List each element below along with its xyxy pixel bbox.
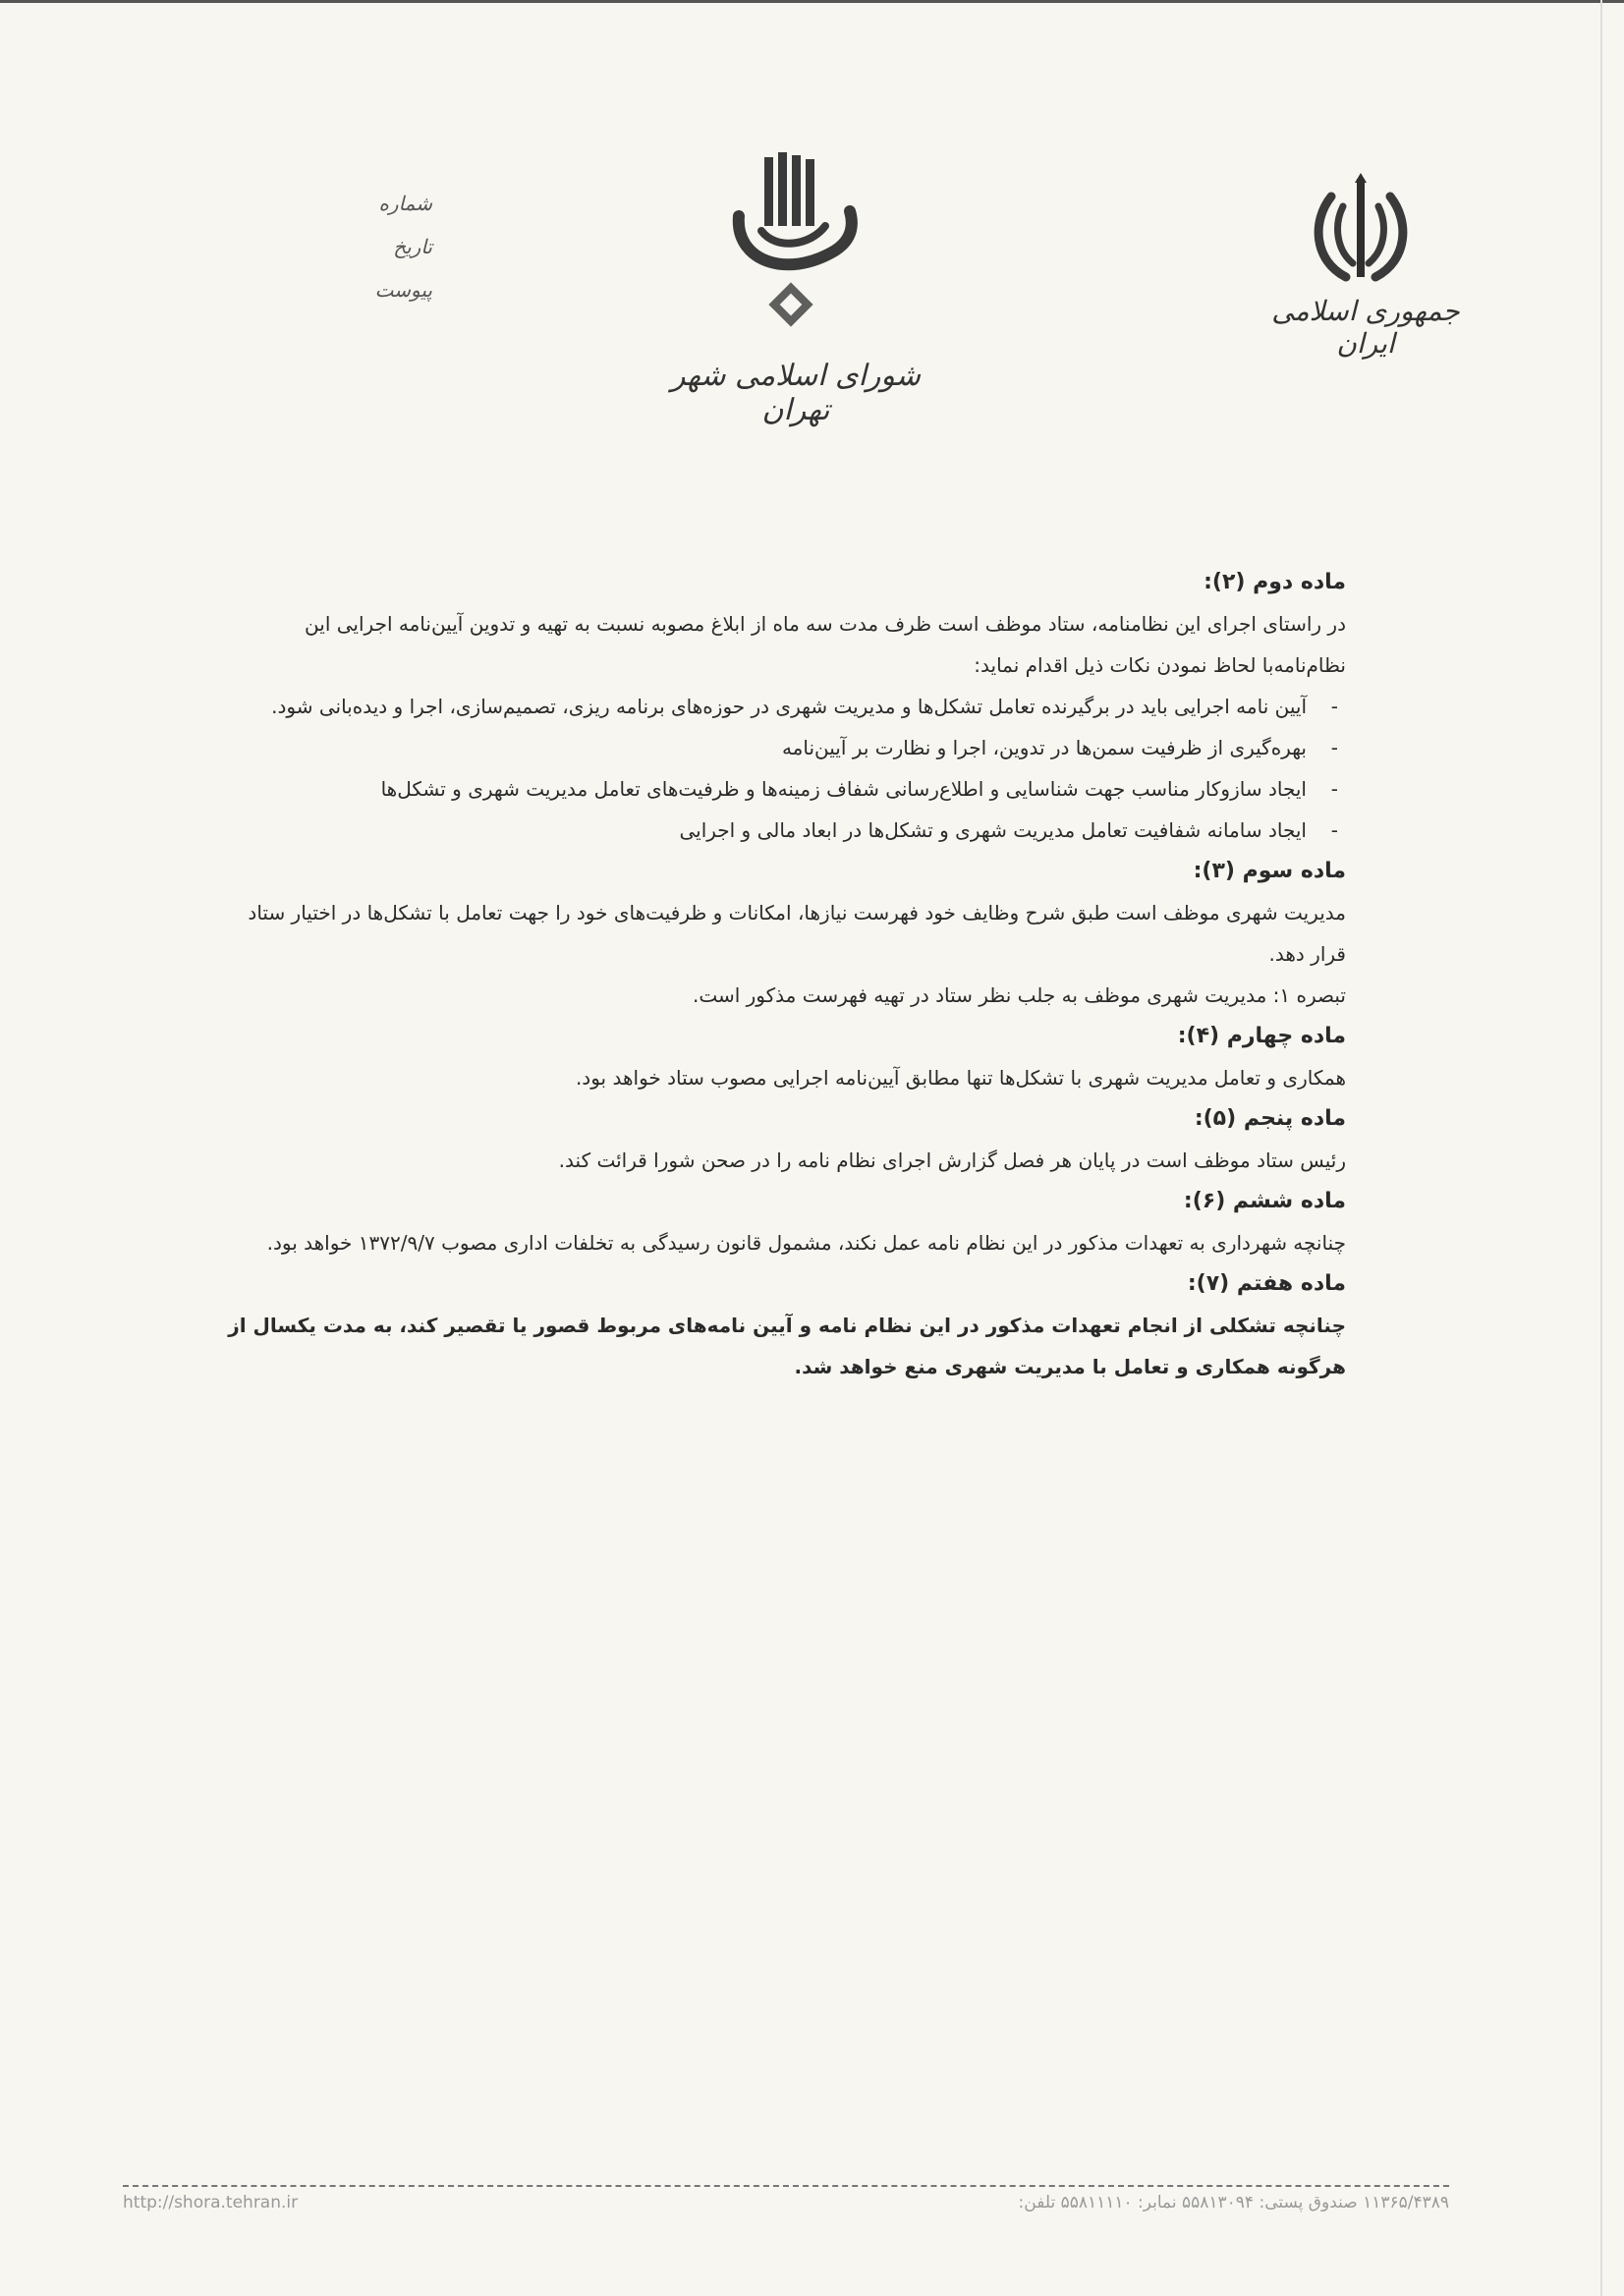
- article-3-text: مدیریت شهری موظف است طبق شرح وظایف خود فهرست نیازها، امکانات و ظرفیت‌های خود را جهت تعامل با تشکل‌ها در اختیار ستاد قرار دهد.: [248, 901, 1346, 966]
- footer-contact-info: ۱۱۳۶۵/۴۳۸۹ صندوق پستی: ۵۵۸۱۳۰۹۴ نمابر: ۵۵۸۱۱۱۱۰ تلفن:: [1018, 2193, 1449, 2212]
- article-2-heading: ماده دوم (۲):: [1204, 570, 1346, 594]
- date-label: تاریخ: [393, 235, 432, 258]
- article-6-text: چنانچه شهرداری به تعهدات مذکور در این نظام نامه عمل نکند، مشمول قانون رسیدگی به تخلفات اداری مصوب ۱۳۷۲/۹/۷ خواهد بود.: [266, 1231, 1346, 1255]
- iran-emblem-icon: [1302, 167, 1420, 295]
- article-2-intro: در راستای اجرای این نظامنامه، ستاد موظف است ظرف مدت سه ماه از ابلاغ مصوبه نسبت به تهیه و تدوین آیین‌نامه اجرایی این نظام‌نامه‌با لحاظ نمودن نکات ذیل اقدام نماید:: [305, 612, 1346, 677]
- article-5-text: رئیس ستاد موظف است در پایان هر فصل گزارش اجرای نظام نامه را در صحن شورا قرائت کند.: [558, 1148, 1346, 1172]
- bullet-text: آیین نامه اجرایی باید در برگیرنده تعامل تشکل‌ها و مدیریت شهری در حوزه‌های برنامه ریزی، تصمیم‌سازی، اجرا و دیده‌بانی شود.: [271, 695, 1307, 718]
- article-7-text: چنانچه تشکلی از انجام تعهدات مذکور در این نظام نامه و آیین نامه‌های مربوط قصور یا تقصیر کند، به مدت یکسال از هرگونه همکاری و تعامل با مدیریت شهری منع خواهد شد.: [228, 1314, 1346, 1378]
- bullet-dash: -: [1330, 777, 1338, 801]
- article-2-bullet: [226, 810, 1346, 851]
- article-2-bullet: [226, 686, 1346, 727]
- bullet-text: ایجاد سامانه شفافیت تعامل مدیریت شهری و تشکل‌ها در ابعاد مالی و اجرایی: [679, 818, 1307, 842]
- bullet-text: بهره‌گیری از ظرفیت سمن‌ها در تدوین، اجرا و نظارت بر آیین‌نامه: [781, 736, 1307, 759]
- article-5-heading: ماده پنجم (۵):: [1194, 1106, 1346, 1131]
- article-4-text: همکاری و تعامل مدیریت شهری با تشکل‌ها تنها مطابق آیین‌نامه اجرایی مصوب ستاد خواهد بود.: [575, 1066, 1346, 1090]
- bullet-dash: -: [1330, 736, 1338, 759]
- article-4-heading: ماده چهارم (۴):: [1177, 1024, 1346, 1048]
- city-council-logo-icon: [717, 147, 865, 344]
- bullet-dash: -: [1330, 695, 1338, 718]
- footer: [123, 2193, 1449, 2212]
- letter-meta-fields: [324, 192, 432, 321]
- number-label: شماره: [378, 192, 432, 215]
- bullet-text: ایجاد سازوکار مناسب جهت شناسایی و اطلاع‌رسانی شفاف زمینه‌ها و ظرفیت‌های تعامل مدیریت شهری و تشکل‌ها: [380, 777, 1307, 801]
- city-council-caption: شورای اسلامی شهر تهران: [671, 359, 921, 427]
- page-right-edge: [1600, 0, 1602, 2296]
- article-3-heading: ماده سوم (۳):: [1193, 859, 1346, 883]
- article-7-heading: ماده هفتم (۷):: [1187, 1271, 1346, 1296]
- attachment-label: پیوست: [374, 278, 432, 302]
- emblem-caption: جمهوری اسلامی ایران: [1271, 295, 1460, 360]
- page-top-edge: [0, 0, 1624, 3]
- article-2-bullet: [226, 768, 1346, 810]
- bullet-dash: -: [1330, 818, 1338, 842]
- article-6-heading: ماده ششم (۶):: [1183, 1189, 1346, 1213]
- article-2-bullet: [226, 727, 1346, 768]
- article-3-note: تبصره ۱: مدیریت شهری موظف به جلب نظر ستاد در تهیه فهرست مذکور است.: [692, 983, 1346, 1007]
- footer-website-link[interactable]: http://shora.tehran.ir: [123, 2193, 299, 2212]
- footer-divider: [123, 2185, 1449, 2187]
- regulation-body: [226, 562, 1346, 1387]
